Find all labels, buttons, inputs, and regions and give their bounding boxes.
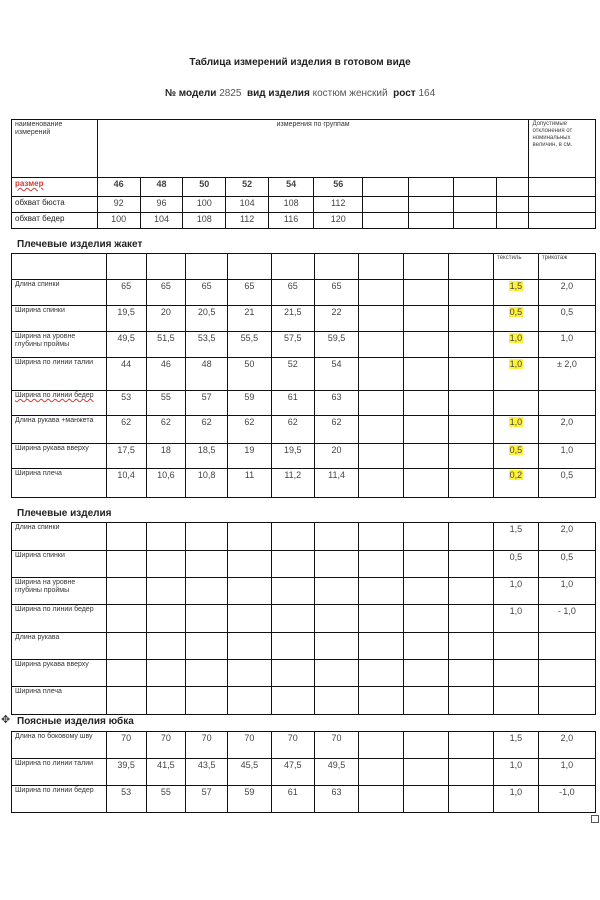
empty-cell [186,551,228,578]
empty-cell [359,786,404,813]
tolerance-textile [494,605,539,633]
empty-cell [228,660,272,687]
value-cell: 65 [314,280,359,306]
tolerance-textile [494,444,539,469]
value-cell: 18 [146,444,186,469]
empty-cell [106,551,146,578]
value-cell: 63 [314,391,359,416]
tolerance-textile [494,416,539,444]
tolerance-textile [494,759,539,786]
empty-cell [228,523,272,551]
row-label: Ширина плеча [12,687,107,715]
empty-cell [271,633,314,660]
value-cell: 49,5 [314,759,359,786]
bust-val: 104 [226,197,269,213]
row-label: Ширина по линии бедер [12,786,107,813]
empty-cell [404,280,449,306]
value-cell: 10,6 [146,469,186,498]
empty-cell [449,732,494,759]
empty-cell [228,605,272,633]
tolerance-value: 1,0 [509,333,523,343]
value-cell: 57 [186,391,228,416]
value-cell: 20 [314,444,359,469]
row-label: Ширина спинки [12,551,107,578]
header-groups: измерения по группам [97,120,529,178]
header-tolerance: Допустимые отклонения от номинальных величин, в см. [529,120,596,178]
size-56: 56 [314,178,363,197]
value-cell: 55 [146,786,186,813]
tolerance-textile [494,358,539,391]
empty-cell [449,523,494,551]
empty-cell [359,578,404,605]
empty-cell [404,633,449,660]
table-row [12,391,596,416]
value-cell: 55,5 [228,332,272,358]
tolerance-knit: -1,0 [538,786,595,813]
value-cell: 53 [106,786,146,813]
value-cell: 62 [271,416,314,444]
bust-val: 112 [314,197,363,213]
tolerance-value: 0,5 [509,445,523,455]
empty-cell [449,416,494,444]
tol-textile-label: текстиль [494,254,539,280]
empty-cell [228,551,272,578]
resize-corner-icon[interactable] [591,815,599,823]
empty-cell [404,732,449,759]
empty-cell [359,633,404,660]
empty-cell [359,306,404,332]
row-label: Ширина по линии бедер [12,605,107,633]
row-label: Длина по боковому шву [12,732,107,759]
tolerance-knit: 0,5 [538,551,595,578]
empty-cell [106,605,146,633]
hips-val: 120 [314,213,363,229]
empty-cell [146,523,186,551]
empty-cell [449,551,494,578]
size-50: 50 [183,178,226,197]
tolerance-knit: 1,0 [538,444,595,469]
section-shoulder-title: Плечевые изделия [17,508,112,519]
tolerance-value: 0,2 [509,470,523,480]
tolerance-value: 1,0 [509,579,523,589]
empty-cell [404,759,449,786]
value-cell: 18,5 [186,444,228,469]
value-cell: 44 [106,358,146,391]
empty-cell [404,306,449,332]
height-value: 164 [418,88,436,99]
value-cell: 39,5 [106,759,146,786]
empty-cell [106,633,146,660]
type-value: костюм женский [312,88,388,99]
value-cell: 21 [228,306,272,332]
empty-cell [449,633,494,660]
row-label: Длина спинки [12,280,107,306]
tolerance-knit [538,660,595,687]
empty-cell [271,551,314,578]
tolerance-value: 0,5 [509,307,523,317]
empty-cell [449,660,494,687]
tolerance-textile [494,280,539,306]
document-title: Таблица измерений изделия в готовом виде [189,57,411,68]
tolerance-textile [494,332,539,358]
empty-cell [106,660,146,687]
hips-val: 108 [183,213,226,229]
tolerance-value: 0,5 [509,552,523,562]
value-cell: 61 [271,391,314,416]
empty-cell [449,605,494,633]
section-skirt-title: Поясные изделия юбка [17,716,134,727]
value-cell: 57,5 [271,332,314,358]
table-row [12,660,596,687]
tolerance-knit [538,391,595,416]
empty-cell [186,578,228,605]
empty-cell [359,605,404,633]
value-cell: 57 [186,786,228,813]
empty-cell [314,523,359,551]
tolerance-value: 1,0 [509,787,523,797]
tolerance-knit: ± 2,0 [538,358,595,391]
value-cell: 70 [314,732,359,759]
tolerance-knit: 2,0 [538,732,595,759]
size-46: 46 [97,178,140,197]
value-cell: 65 [271,280,314,306]
empty-cell [314,578,359,605]
empty-cell [186,523,228,551]
empty-cell [106,687,146,715]
empty-cell [186,605,228,633]
value-cell: 53,5 [186,332,228,358]
empty-cell [106,578,146,605]
empty-cell [271,660,314,687]
tolerance-knit: 2,0 [538,416,595,444]
value-cell: 65 [186,280,228,306]
empty-cell [359,332,404,358]
empty-cell [271,605,314,633]
header-names: наименование измерений [12,120,98,178]
empty-cell [359,391,404,416]
value-cell: 59,5 [314,332,359,358]
tolerance-textile [494,523,539,551]
bust-val: 108 [269,197,314,213]
table-row [12,732,596,759]
empty-cell [146,578,186,605]
row-label: Ширина на уровне глубины проймы [12,332,107,358]
empty-cell [359,358,404,391]
empty-cell [359,469,404,498]
tolerance-knit: 1,0 [538,759,595,786]
model-line [0,88,600,99]
value-cell: 10,8 [186,469,228,498]
value-cell: 19,5 [271,444,314,469]
row-label: Ширина рукава вверху [12,660,107,687]
value-cell: 49,5 [106,332,146,358]
value-cell: 48 [186,358,228,391]
value-cell: 65 [106,280,146,306]
tolerance-textile [494,732,539,759]
empty-cell [271,523,314,551]
value-cell: 47,5 [271,759,314,786]
skirt-table [11,731,596,813]
tolerance-textile [494,391,539,416]
table-row [12,605,596,633]
empty-cell [404,605,449,633]
tolerance-textile [494,469,539,498]
value-cell: 70 [271,732,314,759]
empty-cell [404,786,449,813]
empty-cell [359,660,404,687]
empty-cell [404,358,449,391]
bust-val: 96 [140,197,183,213]
value-cell: 20 [146,306,186,332]
value-cell: 54 [314,358,359,391]
hips-label: обхват бедер [12,213,98,229]
empty-cell [359,280,404,306]
empty-cell [314,687,359,715]
value-cell: 50 [228,358,272,391]
value-cell: 41,5 [146,759,186,786]
empty-cell [186,633,228,660]
empty-cell [404,416,449,444]
tolerance-textile [494,633,539,660]
empty-cell [228,687,272,715]
table-row [12,551,596,578]
type-label: вид изделия [247,88,310,99]
empty-cell [449,332,494,358]
empty-cell [449,687,494,715]
table-row [12,416,596,444]
empty-cell [404,551,449,578]
empty-cell [314,605,359,633]
value-cell: 52 [271,358,314,391]
table-row [12,578,596,605]
tol-knit-label: трикотаж [538,254,595,280]
empty-cell [146,687,186,715]
empty-cell [404,578,449,605]
table-row [12,687,596,715]
row-label: Ширина по линии талии [12,358,107,391]
empty-cell [449,786,494,813]
empty-cell [359,759,404,786]
empty-cell [449,444,494,469]
value-cell: 62 [146,416,186,444]
model-label: № модели [164,88,217,99]
row-label: Длина рукава [12,633,107,660]
value-cell: 21,5 [271,306,314,332]
empty-cell [106,523,146,551]
hips-val: 100 [97,213,140,229]
table-row [12,633,596,660]
table-row [12,332,596,358]
tolerance-value: 1,5 [509,281,523,291]
value-cell: 62 [186,416,228,444]
tolerance-value: 1,0 [509,359,523,369]
empty-cell [314,633,359,660]
empty-cell [359,416,404,444]
value-cell: 55 [146,391,186,416]
bust-label: обхват бюста [12,197,98,213]
table-row [12,523,596,551]
table-row [12,469,596,498]
tolerance-knit: 1,0 [538,578,595,605]
value-cell: 53 [106,391,146,416]
table-row [12,358,596,391]
tolerance-textile [494,306,539,332]
hips-val: 104 [140,213,183,229]
value-cell: 46 [146,358,186,391]
empty-cell [404,687,449,715]
hips-val: 116 [269,213,314,229]
empty-cell [449,280,494,306]
empty-cell [404,391,449,416]
tolerance-knit: 0,5 [538,469,595,498]
empty-cell [449,391,494,416]
value-cell: 61 [271,786,314,813]
empty-cell [271,687,314,715]
tolerance-knit: 0,5 [538,306,595,332]
value-cell: 70 [228,732,272,759]
row-label: Длина рукава +манжета [12,416,107,444]
empty-cell [449,759,494,786]
empty-cell [404,660,449,687]
tolerance-value: 1,0 [509,606,523,616]
value-cell: 43,5 [186,759,228,786]
empty-cell [186,687,228,715]
empty-cell [228,633,272,660]
tolerance-value: 1,5 [509,733,523,743]
empty-cell [449,469,494,498]
bust-val: 100 [183,197,226,213]
value-cell: 59 [228,391,272,416]
value-cell: 22 [314,306,359,332]
size-52: 52 [226,178,269,197]
row-label: Ширина спинки [12,306,107,332]
empty-cell [449,578,494,605]
table-row [12,280,596,306]
value-cell: 17,5 [106,444,146,469]
tolerance-textile [494,687,539,715]
value-cell: 59 [228,786,272,813]
empty-cell [146,633,186,660]
move-handle-icon[interactable]: ✥ [1,714,11,726]
tolerance-knit [538,633,595,660]
value-cell: 11 [228,469,272,498]
value-cell: 10,4 [106,469,146,498]
value-cell: 62 [314,416,359,444]
row-label: Ширина на уровне глубины проймы [12,578,107,605]
empty-cell [359,444,404,469]
value-cell: 19,5 [106,306,146,332]
tolerance-knit: 1,0 [538,332,595,358]
size-54: 54 [269,178,314,197]
size-label: размер [12,178,98,197]
value-cell: 65 [228,280,272,306]
row-label: Ширина плеча [12,469,107,498]
model-number: 2825 [219,88,242,99]
empty-cell [314,551,359,578]
empty-cell [404,332,449,358]
tolerance-value: 1,0 [509,417,523,427]
tolerance-knit [538,687,595,715]
empty-cell [404,469,449,498]
tolerance-value: 1,0 [509,760,523,770]
empty-cell [146,551,186,578]
shoulder-table [11,522,596,715]
empty-cell [449,358,494,391]
empty-cell [359,687,404,715]
tolerance-knit: 2,0 [538,280,595,306]
value-cell: 45,5 [228,759,272,786]
empty-cell [359,551,404,578]
bust-val: 92 [97,197,140,213]
empty-cell [271,578,314,605]
value-cell: 62 [106,416,146,444]
row-label: Ширина рукава вверху [12,444,107,469]
tolerance-textile [494,551,539,578]
header-table [11,119,596,229]
value-cell: 11,2 [271,469,314,498]
size-48: 48 [140,178,183,197]
tolerance-textile [494,786,539,813]
empty-cell [449,306,494,332]
empty-cell [404,444,449,469]
tolerance-knit: 2,0 [538,523,595,551]
empty-cell [404,523,449,551]
value-cell: 11,4 [314,469,359,498]
value-cell: 20,5 [186,306,228,332]
value-cell: 70 [106,732,146,759]
tolerance-textile [494,660,539,687]
tolerance-value: 1,5 [509,524,523,534]
table-row [12,444,596,469]
hips-val: 112 [226,213,269,229]
row-label: Ширина по линии талии [12,759,107,786]
value-cell: 70 [146,732,186,759]
empty-cell [146,660,186,687]
empty-cell [186,660,228,687]
table-row [12,306,596,332]
row-label: Ширина по линии бедер [12,391,107,416]
value-cell: 70 [186,732,228,759]
tolerance-textile [494,578,539,605]
height-label: рост [393,88,416,99]
jacket-table [11,253,596,498]
empty-cell [359,523,404,551]
value-cell: 65 [146,280,186,306]
empty-cell [228,578,272,605]
empty-cell [359,732,404,759]
value-cell: 63 [314,786,359,813]
empty-cell [314,660,359,687]
section-jacket-title: Плечевые изделия жакет [17,239,143,250]
tolerance-knit: - 1,0 [538,605,595,633]
empty-cell [146,605,186,633]
table-row [12,759,596,786]
value-cell: 19 [228,444,272,469]
value-cell: 51,5 [146,332,186,358]
table-row [12,786,596,813]
row-label: Длина спинки [12,523,107,551]
value-cell: 62 [228,416,272,444]
